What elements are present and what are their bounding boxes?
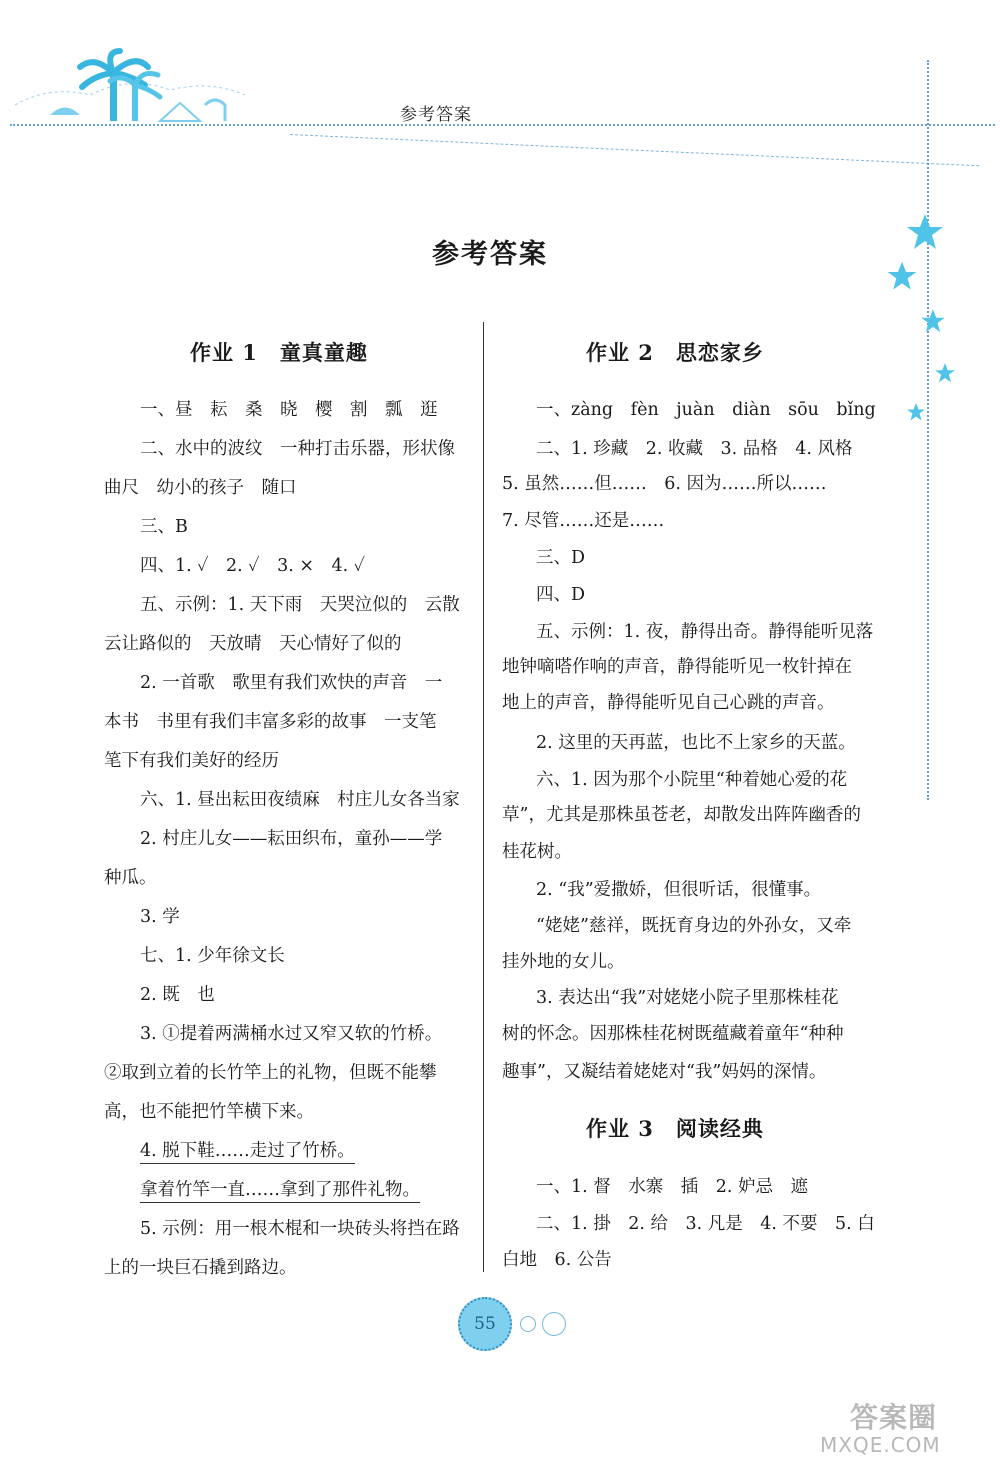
answer-line: “姥姥”慈祥，既抚育身边的外孙女，又牵	[536, 916, 852, 936]
header-divider-slanted	[290, 134, 979, 166]
answer-line: 2. 村庄儿女——耘田织布，童孙——学	[140, 829, 443, 849]
answer-line: 二、1. 掛 2. 给 3. 凡是 4. 不要 5. 白	[536, 1214, 875, 1234]
answer-line: 2. 一首歌 歌里有我们欢快的声音 一	[140, 673, 443, 693]
answer-line: 7. 尽管……还是……	[502, 511, 665, 531]
answer-line: 三、B	[140, 517, 188, 537]
answer-line: 高，也不能把竹竿横下来。	[104, 1102, 314, 1122]
answer-line: 六、1. 因为那个小院里“种着她心爱的花	[536, 770, 848, 790]
answer-line: 地上的声音，静得能听见自己心跳的声音。	[502, 693, 835, 713]
page-title: 参考答案	[432, 239, 548, 270]
section-title-homework-2: 作业 2 思恋家乡	[586, 340, 764, 365]
answer-line: 桂花树。	[502, 842, 572, 862]
answer-line: 五、示例：1. 夜，静得出奇。静得能听见落	[536, 622, 874, 642]
answer-line: 一、zàng fèn juàn diàn sōu bǐng	[536, 400, 876, 420]
header-title: 参考答案	[400, 105, 472, 125]
answer-line: 地钟嘀嗒作响的声音，静得能听见一枚针掉在	[502, 657, 852, 677]
answer-line: 2. 这里的天再蓝，也比不上家乡的天蓝。	[536, 733, 856, 753]
watermark-url: MXQE.COM	[820, 1433, 941, 1457]
answer-line: 二、1. 珍藏 2. 收藏 3. 品格 4. 风格	[536, 439, 853, 459]
answer-line: 三、D	[536, 548, 586, 568]
answer-line: 本书 书里有我们丰富多彩的故事 一支笔	[104, 712, 437, 732]
answer-line: 五、示例：1. 天下雨 天哭泣似的 云散	[140, 595, 460, 615]
answer-line: 云让路似的 天放晴 天心情好了似的	[104, 634, 402, 654]
answer-line: 2. 既 也	[140, 985, 215, 1005]
answer-line: ②取到立着的长竹竿上的礼物，但既不能攀	[104, 1063, 437, 1083]
star-icon	[934, 362, 956, 384]
answer-line: 一、1. 督 水寨 插 2. 妒忌 遮	[536, 1177, 809, 1197]
answer-line: 一、昼 耘 桑 晓 樱 割 瓢 逛	[140, 400, 438, 420]
answer-line: 种瓜。	[104, 868, 157, 888]
answer-line: 5. 虽然……但…… 6. 因为……所以……	[502, 474, 827, 494]
answer-line: 笔下有我们美好的经历	[104, 751, 279, 771]
right-dotted-rule	[927, 60, 929, 800]
star-icon	[906, 402, 926, 422]
answer-line: 四、D	[536, 585, 586, 605]
watermark-logo: 答案圈	[850, 1401, 938, 1434]
answer-line: 挂外地的女儿。	[502, 952, 625, 972]
decorative-circle	[542, 1312, 566, 1336]
answer-line: 5. 示例：用一根木棍和一块砖头将挡在路	[140, 1219, 460, 1239]
answer-line: 3. 学	[140, 907, 180, 927]
answer-line-underlined: 4. 脱下鞋……走过了竹桥。	[140, 1137, 355, 1164]
answer-line: 2. “我”爱撒娇，但很听话，很懂事。	[536, 880, 822, 900]
answer-line: 七、1. 少年徐文长	[140, 946, 285, 966]
answer-line: 曲尺 幼小的孩子 随口	[104, 478, 297, 498]
answer-line: 树的怀念。因那株桂花树既蕴藏着童年“种种	[502, 1024, 844, 1044]
palm-tree-illustration	[10, 45, 250, 125]
answer-line: 白地 6. 公告	[502, 1250, 612, 1270]
answer-line: 二、水中的波纹 一种打击乐器，形状像	[140, 439, 455, 459]
section-title-homework-1: 作业 1 童真童趣	[190, 340, 368, 365]
column-divider	[483, 322, 484, 1272]
section-title-homework-3: 作业 3 阅读经典	[586, 1116, 764, 1141]
header-divider	[10, 124, 995, 126]
answer-line: 草”，尤其是那株虽苍老，却散发出阵阵幽香的	[502, 805, 861, 825]
answer-line: 趣事”，又凝结着姥姥对“我”妈妈的深情。	[502, 1062, 827, 1082]
answer-line: 上的一块巨石撬到路边。	[104, 1258, 297, 1278]
answer-line-underlined: 拿着竹竿一直……拿到了那件礼物。	[140, 1176, 420, 1203]
page-number: 55	[458, 1297, 512, 1351]
answer-line: 四、1. ✓ 2. ✓ 3. × 4. ✓	[140, 556, 366, 576]
answer-line: 3. 表达出“我”对姥姥小院子里那株桂花	[536, 988, 839, 1008]
answer-line: 3. ①提着两满桶水过又窄又软的竹桥。	[140, 1024, 443, 1044]
decorative-circle	[520, 1316, 536, 1332]
answer-line: 六、1. 昼出耘田夜绩麻 村庄儿女各当家	[140, 790, 460, 810]
star-icon	[920, 308, 946, 334]
